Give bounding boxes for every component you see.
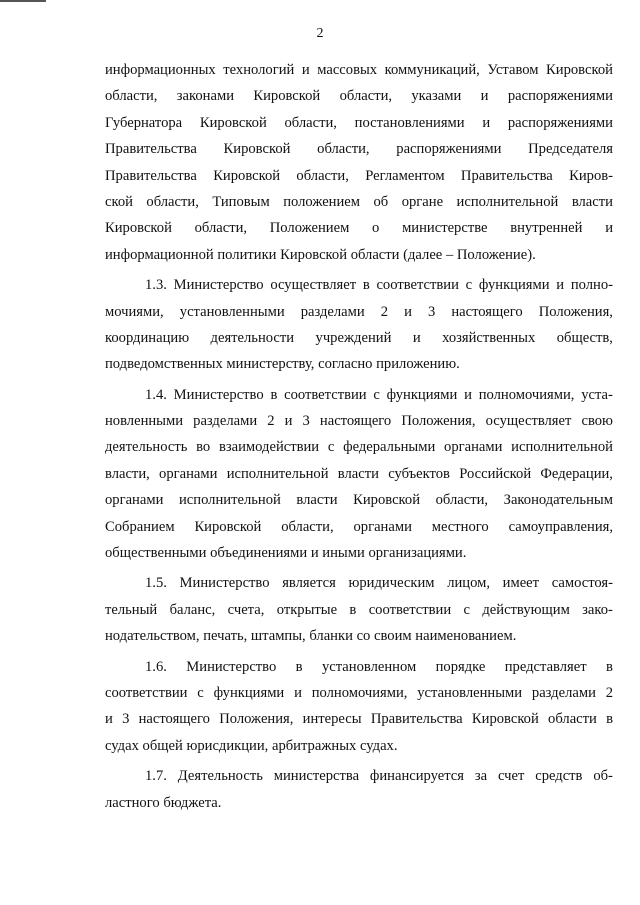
word: порядке	[435, 658, 486, 675]
word: в	[349, 601, 357, 618]
word: субъектов	[388, 465, 450, 482]
word: и	[301, 62, 310, 78]
word: органами	[105, 492, 164, 509]
word: Кировской	[280, 246, 348, 263]
word: хозяйственных	[442, 329, 536, 346]
word: и	[284, 413, 293, 430]
word: настоящего	[138, 711, 210, 728]
word: бланки	[309, 628, 353, 645]
word: судах.	[359, 737, 398, 754]
word: соответствии	[368, 601, 452, 618]
text-line	[105, 189, 613, 215]
word: установленными	[417, 684, 523, 701]
word: баланс,	[169, 601, 216, 618]
word: счет	[497, 768, 525, 785]
word: области,	[105, 88, 158, 105]
text-line	[105, 514, 613, 540]
text-line	[105, 434, 613, 460]
word: организациями.	[368, 545, 467, 562]
word: настоящего	[451, 303, 523, 320]
word: юрисдикции,	[186, 737, 269, 754]
word: области,	[284, 114, 337, 131]
word: Правительства	[105, 167, 197, 184]
scan-edge-mark	[0, 0, 46, 2]
word: Киров-	[569, 167, 613, 184]
paragraph-1-7	[105, 763, 613, 816]
word: подведомственных	[105, 356, 223, 373]
word: 1.6.	[145, 658, 167, 675]
word: информационной	[105, 246, 214, 263]
word: Кировской	[253, 88, 321, 105]
word: исполнительной	[178, 492, 281, 509]
word: области	[548, 711, 597, 728]
word: открытые	[276, 601, 338, 618]
word: функциями	[213, 684, 285, 701]
text-line	[105, 351, 613, 377]
word: в	[270, 386, 278, 403]
text-line	[105, 382, 613, 408]
word: местного	[431, 518, 489, 535]
word: положением	[283, 193, 361, 210]
word: Кировской	[194, 518, 262, 535]
text-line	[105, 408, 613, 434]
word: Министерство	[173, 386, 264, 403]
word: –	[445, 246, 454, 263]
paragraph-1-5	[105, 570, 613, 649]
word: установленными	[179, 303, 285, 320]
word: и	[294, 684, 302, 701]
text-line	[105, 136, 613, 162]
word: Российской	[459, 465, 532, 482]
word: функциями	[478, 277, 550, 294]
paragraph-1-6	[105, 654, 613, 760]
word: полномочиями,	[311, 684, 408, 701]
word: Министерство	[186, 658, 277, 675]
text-line	[105, 680, 613, 706]
word: самостоя-	[551, 575, 613, 592]
word: власти	[337, 465, 379, 482]
word: нодательством,	[105, 628, 200, 645]
text-line	[105, 299, 613, 325]
word: бюджета.	[163, 794, 222, 811]
word: в	[606, 711, 613, 728]
word: осуществляет	[485, 413, 572, 430]
word: и	[482, 114, 491, 131]
text-line	[105, 570, 613, 596]
text-line	[105, 763, 613, 789]
word: власти	[571, 193, 613, 210]
word: зако-	[582, 601, 613, 618]
word: министерства	[273, 768, 360, 785]
word: Положения,	[401, 413, 476, 430]
word: Кировской	[546, 62, 613, 78]
text-line	[105, 487, 613, 513]
word: новленными	[105, 413, 184, 430]
text-line	[105, 706, 613, 732]
word: счета,	[227, 601, 265, 618]
word: соответствии	[105, 684, 188, 701]
word: органе	[401, 193, 444, 210]
word: Положение).	[456, 246, 536, 263]
word: Кировской	[213, 167, 281, 184]
word: арбитражных	[271, 737, 357, 754]
word: разделами	[300, 303, 365, 320]
word: полномочиями,	[478, 386, 575, 403]
word: 2	[605, 684, 613, 701]
word: Законодательным	[503, 492, 613, 509]
word: (далее	[403, 246, 443, 263]
word: иными	[322, 545, 365, 562]
word: лицом,	[447, 575, 490, 592]
word: Кировской	[199, 114, 267, 131]
word: власти,	[105, 465, 150, 482]
word: постановлениями	[354, 114, 465, 131]
text-line	[105, 57, 613, 83]
word: Деятельность	[177, 768, 263, 785]
text-line	[105, 325, 613, 351]
word: свою	[581, 413, 613, 430]
word: Положением	[269, 220, 350, 237]
word: области,	[146, 193, 199, 210]
word: своим	[374, 628, 412, 645]
word: с	[197, 684, 204, 701]
text-line	[105, 110, 613, 136]
word: с	[463, 601, 470, 618]
word: и	[556, 277, 565, 294]
word: распоряжениями	[507, 88, 613, 105]
word: Министерство	[173, 277, 264, 294]
paragraph-1-4	[105, 382, 613, 567]
word: общественными	[105, 545, 207, 562]
word: 1.3.	[145, 277, 167, 294]
word: согласно	[318, 356, 373, 373]
word: министерстве	[402, 220, 488, 237]
word: Типовым	[212, 193, 270, 210]
word: в	[606, 658, 613, 675]
word: с	[465, 277, 473, 294]
word: массовых	[317, 62, 378, 78]
text-line	[105, 242, 613, 268]
word: ской	[105, 193, 133, 210]
word: Правительства	[105, 141, 197, 158]
word: Положения,	[538, 303, 613, 320]
word: представляет	[504, 658, 587, 675]
word: является	[282, 575, 336, 592]
word: деятельности	[210, 329, 295, 346]
word: области,	[194, 220, 248, 237]
text-line	[105, 83, 613, 109]
word: области	[350, 246, 400, 263]
word: разделами	[531, 684, 596, 701]
word: органами	[444, 439, 503, 456]
word: 2	[267, 413, 275, 430]
word: Губернатора	[105, 114, 183, 131]
word: штампы,	[250, 628, 306, 645]
word: Кировской	[353, 492, 421, 509]
word: и	[412, 329, 421, 346]
word: Правительства	[460, 167, 553, 184]
word: области,	[435, 492, 489, 509]
word: Министерство	[179, 575, 270, 592]
word: исполнительной	[456, 193, 559, 210]
word: во	[196, 439, 211, 456]
word: 1.7.	[145, 768, 167, 785]
text-line	[105, 272, 613, 298]
word: с	[373, 386, 380, 403]
page-number: 2	[316, 26, 324, 41]
word: ластного	[105, 794, 160, 811]
word: деятельность	[105, 439, 188, 456]
word: политики	[217, 246, 277, 263]
word: исполнительной	[511, 439, 613, 456]
word: коммуникаций,	[384, 62, 480, 78]
word: юридическим	[348, 575, 435, 592]
word: исполнительной	[226, 465, 329, 482]
word: соответствии	[284, 386, 367, 403]
word: печать,	[203, 628, 248, 645]
paragraph-1-3	[105, 272, 613, 378]
word: действующим	[482, 601, 570, 618]
word: 3	[427, 303, 436, 320]
word: области,	[296, 167, 349, 184]
word: Кировской	[105, 220, 172, 237]
text-line	[105, 623, 613, 649]
word: разделами	[193, 413, 258, 430]
word: распоряжениями	[507, 114, 613, 131]
body-text	[105, 57, 613, 816]
text-line	[105, 790, 613, 816]
word: настоящего	[319, 413, 392, 430]
text-line	[105, 540, 613, 566]
word: наименованием.	[415, 628, 517, 645]
word: уста-	[581, 386, 613, 403]
word: Правительства	[370, 711, 463, 728]
word: области,	[339, 88, 393, 105]
word: взаимодействии	[218, 439, 320, 456]
word: указами	[411, 88, 462, 105]
word: интересы	[302, 711, 362, 728]
word: учреждений	[315, 329, 392, 346]
word: распоряжениями	[396, 141, 502, 158]
text-line	[105, 733, 613, 759]
word: об-	[593, 768, 613, 785]
word: федеральными	[343, 439, 436, 456]
word: области,	[317, 141, 370, 158]
text-line	[105, 597, 613, 623]
word: самоуправления,	[508, 518, 613, 535]
word: мочиями,	[105, 303, 164, 320]
word: координацию	[105, 329, 190, 346]
word: осуществляет	[270, 277, 357, 294]
word: за	[474, 768, 488, 785]
word: финансируется	[369, 768, 464, 785]
word: с	[327, 439, 335, 456]
word: Председателя	[528, 141, 613, 158]
word: и	[605, 220, 613, 237]
word: 1.5.	[145, 575, 167, 592]
word: и	[480, 88, 489, 105]
paragraph-intro	[105, 57, 613, 268]
word: общей	[142, 737, 183, 754]
word: информационных	[105, 62, 216, 78]
word: соответствии	[376, 277, 459, 294]
word: и	[105, 711, 113, 728]
text-line	[105, 163, 613, 189]
word: средств	[535, 768, 583, 785]
word: полно-	[570, 277, 613, 294]
word: и	[464, 386, 472, 403]
word: 3	[122, 711, 130, 728]
word: обществ,	[556, 329, 613, 346]
word: объединениями	[210, 545, 308, 562]
text-line	[105, 215, 613, 241]
word: органами	[353, 518, 412, 535]
word: функциями	[386, 386, 458, 403]
text-line	[105, 461, 613, 487]
word: 2	[380, 303, 389, 320]
word: министерству,	[226, 356, 315, 373]
text-line	[105, 654, 613, 680]
word: имеет	[502, 575, 540, 592]
word: Собранием	[105, 518, 175, 535]
word: тельный	[105, 601, 158, 618]
word: со	[356, 628, 371, 645]
word: 3	[302, 413, 310, 430]
word: и	[404, 303, 412, 320]
word: установленном	[321, 658, 417, 675]
word: внутренней	[510, 220, 583, 237]
word: Регламентом	[365, 167, 445, 184]
word: в	[362, 277, 370, 294]
word: Кировской	[471, 711, 539, 728]
word: приложению.	[376, 356, 460, 373]
word: Уставом	[487, 62, 539, 78]
word: Федерации,	[540, 465, 613, 482]
word: об	[373, 193, 389, 210]
word: законами	[176, 88, 235, 105]
word: Кировской	[223, 141, 291, 158]
word: судах	[105, 737, 139, 754]
word: о	[372, 220, 380, 237]
word: и	[310, 545, 319, 562]
word: области,	[281, 518, 334, 535]
word: Положения,	[219, 711, 294, 728]
word: 1.4.	[145, 386, 167, 403]
word: в	[295, 658, 303, 675]
word: органами	[159, 465, 218, 482]
word: власти	[296, 492, 338, 509]
word: технологий	[223, 62, 295, 78]
